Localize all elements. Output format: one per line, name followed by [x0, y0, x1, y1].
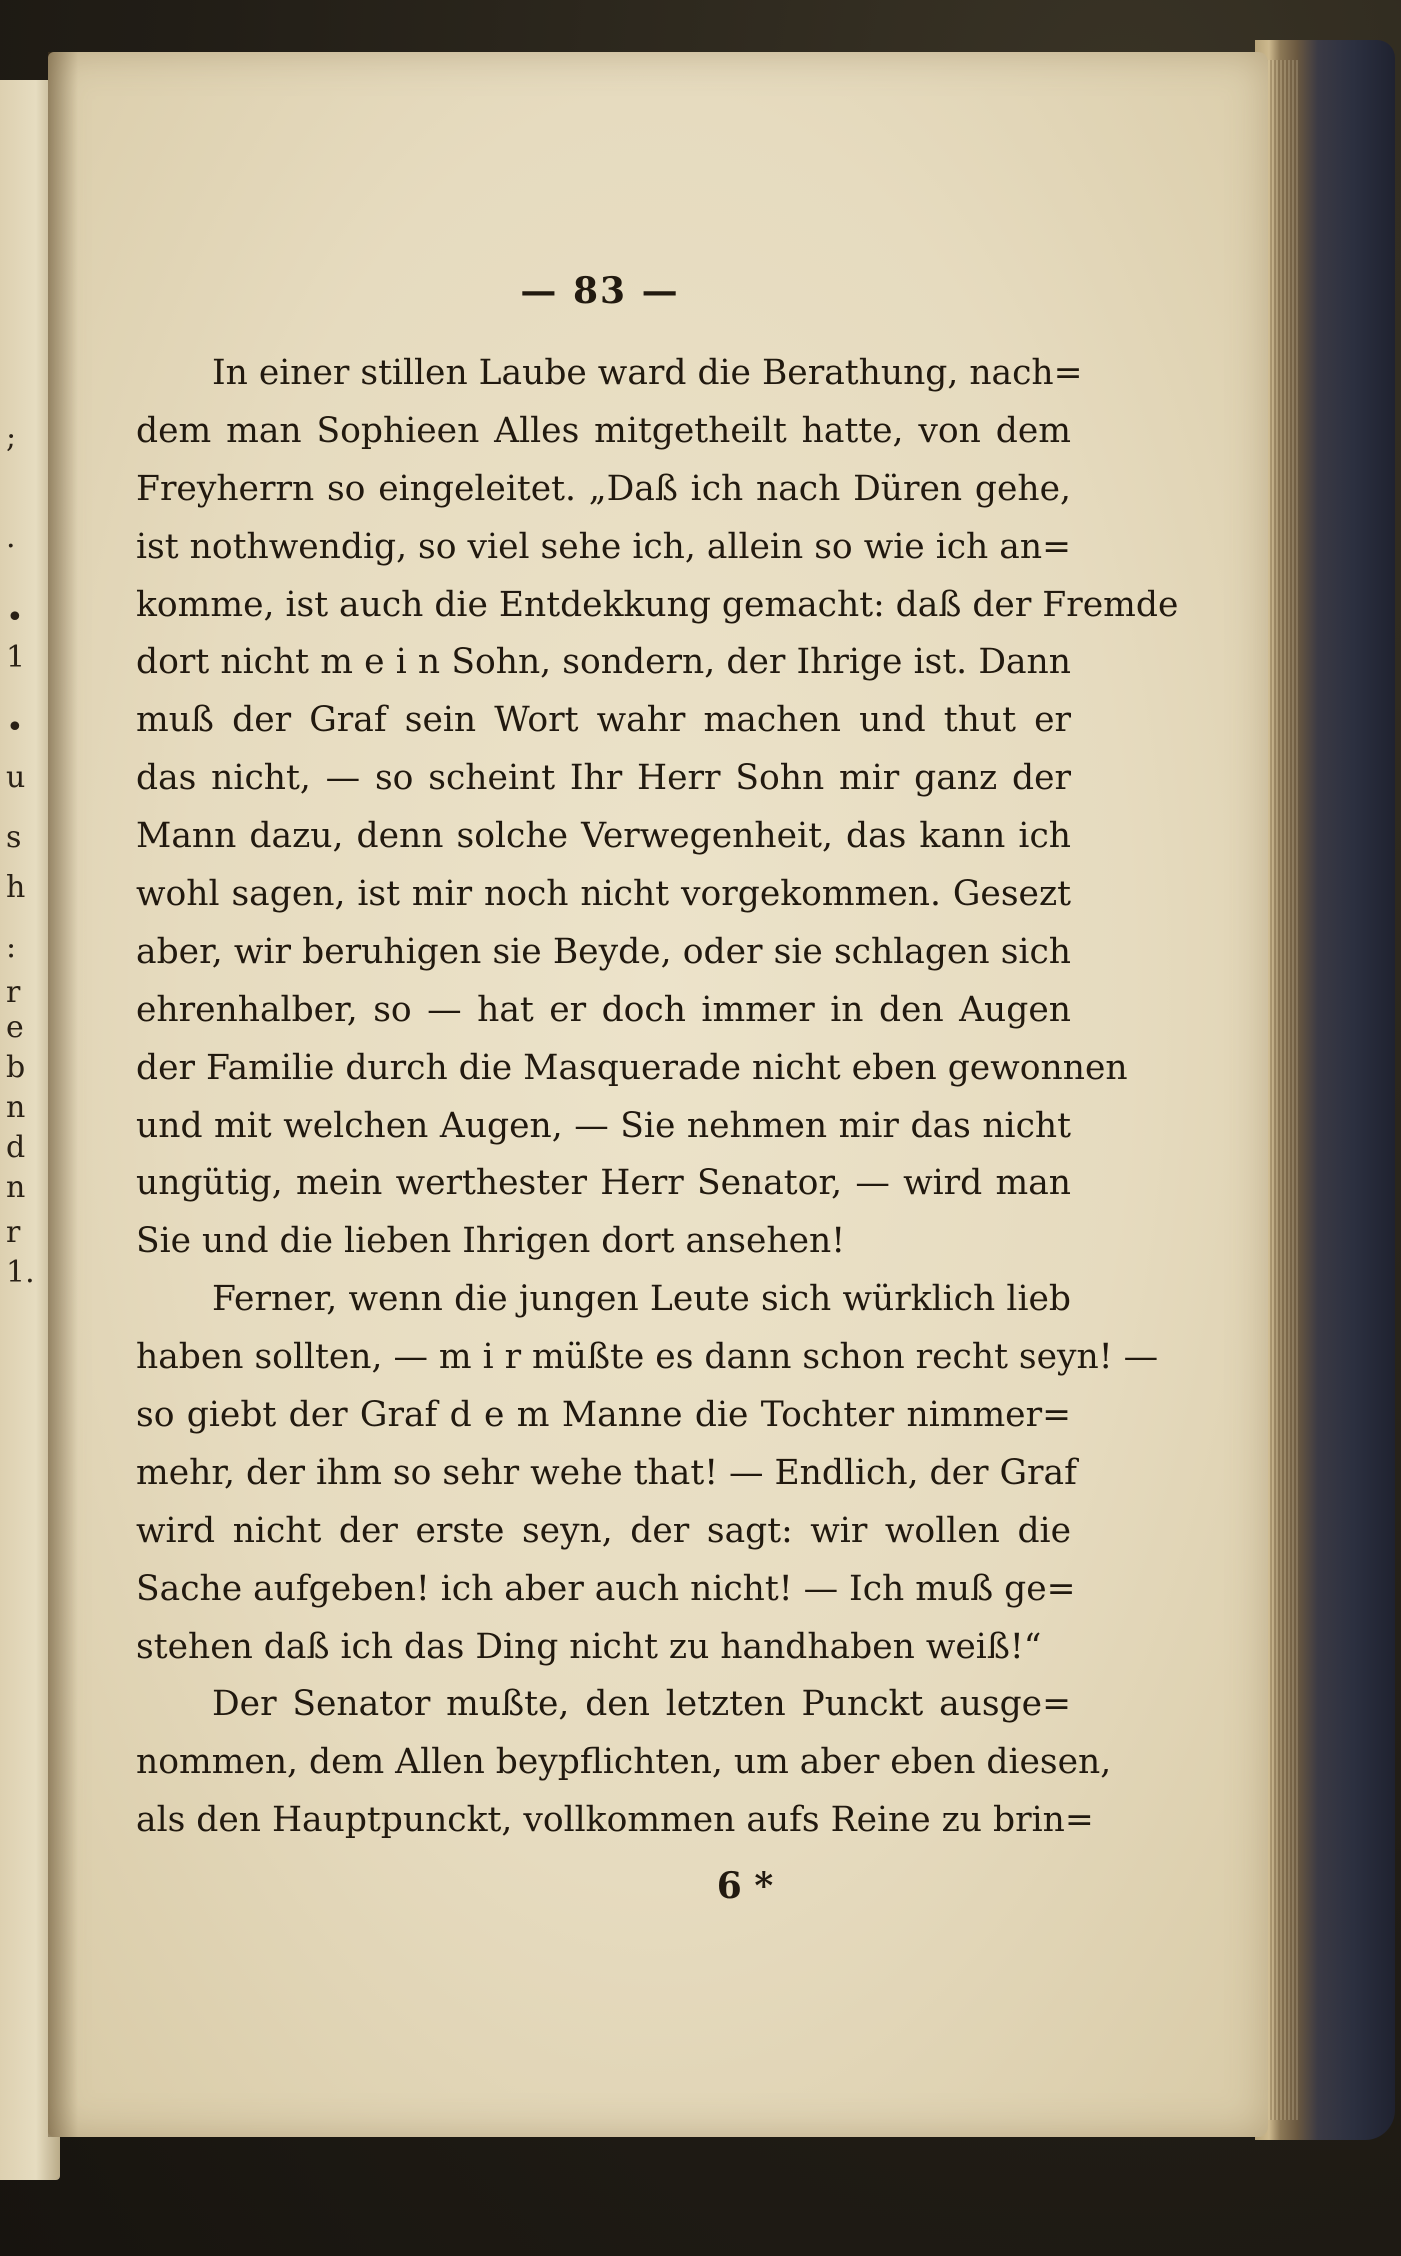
facing-page-fragment: • [6, 600, 24, 635]
text-line: dem man Sophieen Alles mitgetheilt hatte, von dem [136, 410, 1071, 451]
facing-page-fragment: • [6, 710, 24, 745]
text-line: das nicht, — so scheint Ihr Herr Sohn mir ganz der [136, 758, 1071, 799]
text-line: der Familie durch die Masquerade nicht eben gewonnen [136, 1047, 1128, 1088]
text-line: Der Senator mußte, den letzten Punckt ausge= [212, 1684, 1071, 1725]
text-line: Mann dazu, denn solche Verwegenheit, das kann ich [136, 816, 1071, 857]
facing-page-fragment: e [6, 1010, 24, 1045]
facing-page-fragment: : [6, 930, 17, 965]
text-line: Freyherrn so eingeleitet. „Daß ich nach Düren gehe, [136, 468, 1071, 509]
text-line: und mit welchen Augen, — Sie nehmen mir das nicht [136, 1105, 1071, 1146]
text-line: nommen, dem Allen beypflichten, um aber eben diesen, [136, 1742, 1112, 1783]
facing-page-fragment: n [6, 1090, 26, 1125]
facing-page-fragment: s [6, 820, 22, 855]
text-line: In einer stillen Laube ward die Berathung, nach= [212, 353, 1083, 393]
facing-page-fragment: 1 [6, 640, 26, 675]
text-line: dort nicht m e i n Sohn, sondern, der Ihrige ist. Dann [136, 642, 1071, 683]
text-line: muß der Graf sein Wort wahr machen und thut er [136, 700, 1071, 741]
page-header: — 83 — [520, 270, 680, 312]
text-line: ehrenhalber, so — hat er doch immer in den Augen [136, 989, 1071, 1030]
facing-page-fragment: . [6, 520, 16, 555]
text-line: ungütig, mein werthester Herr Senator, — wird man [136, 1163, 1071, 1204]
text-line: haben sollten, — m i r müßte es dann schon recht seyn! — [136, 1337, 1159, 1378]
text-line: Sache aufgeben! ich aber auch nicht! — Ich muß ge= [136, 1568, 1076, 1609]
signature-mark: 6 * [716, 1865, 774, 1907]
facing-page-fragment: h [6, 870, 26, 905]
facing-page-fragment: 1. [6, 1255, 35, 1290]
text-line: ist nothwendig, so viel sehe ich, allein so wie ich an= [136, 526, 1071, 567]
facing-page-fragment: n [6, 1170, 26, 1205]
facing-page-fragment: ; [6, 420, 17, 455]
facing-page-fragment: d [6, 1130, 26, 1165]
text-line: aber, wir beruhigen sie Beyde, oder sie schlagen sich [136, 931, 1071, 972]
text-line: so giebt der Graf d e m Manne die Tochter nimmer= [136, 1395, 1071, 1436]
text-line: Sie und die lieben Ihrigen dort ansehen! [136, 1221, 846, 1262]
facing-page-fragment: r [6, 1215, 21, 1250]
text-line: wohl sagen, ist mir noch nicht vorgekommen. Gesezt [136, 874, 1071, 915]
facing-page-fragment: r [6, 975, 21, 1010]
text-line: Ferner, wenn die jungen Leute sich würklich lieb [212, 1279, 1071, 1320]
text-line: wird nicht der erste seyn, der sagt: wir wollen die [136, 1510, 1071, 1551]
body-text [136, 345, 1179, 1850]
facing-page-fragment: b [6, 1050, 26, 1085]
text-line: komme, ist auch die Entdekkung gemacht: daß der Fremde [136, 584, 1179, 625]
text-line: als den Hauptpunckt, vollkommen aufs Reine zu brin= [136, 1800, 1094, 1841]
text-line: mehr, der ihm so sehr wehe that! — Endlich, der Graf [136, 1452, 1077, 1493]
text-line: stehen daß ich das Ding nicht zu handhaben weiß!“ [136, 1626, 1042, 1667]
page-gutter-shadow [48, 52, 78, 2137]
facing-page-fragment: u [6, 760, 26, 795]
